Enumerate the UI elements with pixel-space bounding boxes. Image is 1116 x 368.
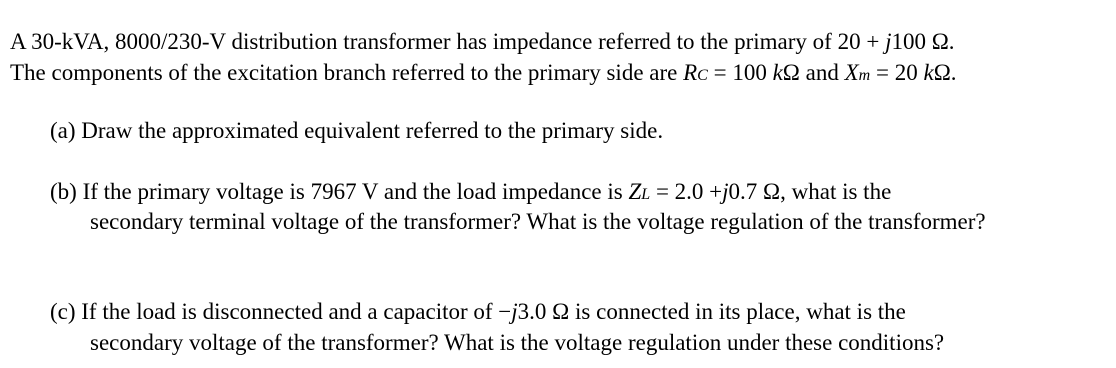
rc-subscript: C xyxy=(697,67,708,84)
intro-text: Ω. xyxy=(933,60,957,85)
intro-text: = 100 xyxy=(707,60,773,85)
rc-symbol: R xyxy=(683,60,698,85)
j-operator: j xyxy=(511,299,518,324)
kilo-prefix: k xyxy=(772,60,783,85)
problem-intro-line-2 xyxy=(10,59,957,90)
part-b-text: secondary terminal voltage of the transformer? What is the voltage regulation of the transformer? xyxy=(90,209,986,234)
part-c-text: 3.0 Ω is connected in its place, what is the xyxy=(517,299,906,324)
intro-text: 100 Ω. xyxy=(891,29,955,54)
part-b-line-1 xyxy=(50,178,891,209)
part-c-text: (c) If the load is disconnected and a capacitor of − xyxy=(50,299,512,324)
intro-text: Ω and xyxy=(782,60,845,85)
intro-text: = 20 xyxy=(870,60,924,85)
part-c-line-2 xyxy=(90,329,944,357)
problem-intro-line-1 xyxy=(10,28,955,56)
part-b-text: (b) If the primary voltage is 7967 V and the load impedance is xyxy=(50,179,629,204)
part-c-text: secondary voltage of the transformer? What is the voltage regulation under these conditions? xyxy=(90,330,945,355)
part-a-text: (a) Draw the approximated equivalent referred to the primary side. xyxy=(50,118,664,143)
zl-subscript: L xyxy=(641,186,651,203)
kilo-prefix: k xyxy=(923,60,934,85)
part-b-text: = 2.0 + xyxy=(650,179,723,204)
part-b-line-2 xyxy=(90,208,986,236)
xm-symbol: X xyxy=(844,60,859,85)
part-a xyxy=(50,117,663,145)
j-operator: j xyxy=(722,179,729,204)
intro-text: The components of the excitation branch referred to the primary side are xyxy=(10,60,684,85)
xm-subscript: m xyxy=(858,67,871,84)
zl-symbol: Z xyxy=(628,179,642,204)
part-b-text: 0.7 Ω, what is the xyxy=(728,179,892,204)
part-c-line-1 xyxy=(50,298,906,326)
j-operator: j xyxy=(885,29,892,54)
intro-text: A 30-kVA, 8000/230-V distribution transformer has impedance referred to the primary of 20 + xyxy=(10,29,886,54)
